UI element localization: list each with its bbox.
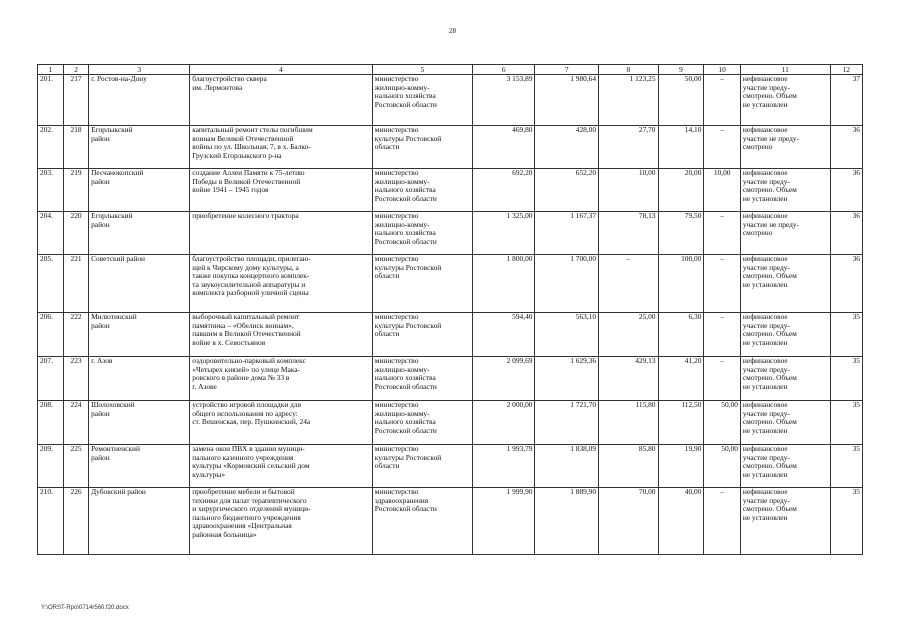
project-description: приобретение мебели и бытовой техники для палат терапевтического и хирургического отделений муници- пального бюджетного учреждения здравоохранения «Центральная районная больница» [190,488,373,555]
municipality: Ремонтненский район [89,445,190,488]
ministry: министерство жилищно-комму- нального хозяйства Ростовской области [372,169,472,212]
business-amount: – [704,75,741,126]
citizen-amount: 112,50 [658,401,704,445]
business-amount: 10,00 [704,169,741,212]
business-amount: – [704,357,741,401]
municipality: Егорлыкский район [89,126,190,169]
citizen-amount: 79,50 [658,212,704,255]
regional-amount: 1 167,37 [535,212,599,255]
local-amount: – [599,255,658,313]
col-header-12: 12 [830,65,862,75]
row-index: 203. [38,169,64,212]
municipality: Шолоховский район [89,401,190,445]
score: 36 [830,212,862,255]
local-amount: 25,00 [599,313,658,357]
table-row [38,255,863,313]
data-table [37,64,863,555]
ministry: министерство жилищно-комму- нального хозяйства Ростовской области [372,401,472,445]
row-code: 220 [64,212,89,255]
table-row [38,169,863,212]
total-amount: 2 000,00 [472,401,535,445]
business-amount: – [704,313,741,357]
score: 35 [830,357,862,401]
table-row [38,445,863,488]
ministry: министерство культуры Ростовской области [372,126,472,169]
row-code: 222 [64,313,89,357]
table-row [38,313,863,357]
municipality: г. Азов [89,357,190,401]
municipality: Дубовский район [89,488,190,555]
non-financial-participation: нефинансовое участие не преду- смотрено [740,126,830,169]
non-financial-participation: нефинансовое участие преду- смотрено. Объем не установлен [740,169,830,212]
col-header-9: 9 [658,65,704,75]
regional-amount: 1 838,09 [535,445,599,488]
non-financial-participation: нефинансовое участие преду- смотрено. Объем не установлен [740,488,830,555]
local-amount: 1 123,25 [599,75,658,126]
table-row [38,212,863,255]
local-amount: 85,80 [599,445,658,488]
header-row [38,65,863,75]
total-amount: 1 325,00 [472,212,535,255]
business-amount: – [704,255,741,313]
ministry: министерство жилищно-комму- нального хозяйства Ростовской области [372,212,472,255]
score: 35 [830,313,862,357]
citizen-amount: 40,00 [658,488,704,555]
local-amount: 10,00 [599,169,658,212]
score: 36 [830,255,862,313]
local-amount: 429,13 [599,357,658,401]
total-amount: 3 153,89 [472,75,535,126]
non-financial-participation: нефинансовое участие преду- смотрено. Объем не установлен [740,445,830,488]
col-header-10: 10 [704,65,741,75]
row-code: 223 [64,357,89,401]
col-header-4: 4 [190,65,373,75]
non-financial-participation: нефинансовое участие преду- смотрено. Объем не установлен [740,357,830,401]
project-description: благоустройство площади, прилегаю- щей к Чирскому дому культуры, а также покупка концертного комплек- та звукоусилительной аппаратуры и комплекта разборной уличной сцены [190,255,373,313]
col-header-3: 3 [89,65,190,75]
table-row [38,75,863,126]
row-index: 209. [38,445,64,488]
row-code: 218 [64,126,89,169]
citizen-amount: 6,30 [658,313,704,357]
citizen-amount: 50,00 [658,75,704,126]
non-financial-participation: нефинансовое участие преду- смотрено. Объем не установлен [740,313,830,357]
total-amount: 692,20 [472,169,535,212]
col-header-8: 8 [599,65,658,75]
citizen-amount: 20,00 [658,169,704,212]
regional-amount: 1 889,90 [535,488,599,555]
regional-amount: 1 721,70 [535,401,599,445]
project-description: устройство игровой площадки для общего использования по адресу: ст. Вешенская, пер. Пушкинский, 24а [190,401,373,445]
score: 35 [830,445,862,488]
table-row [38,126,863,169]
business-amount: 50,00 [704,445,741,488]
citizen-amount: 100,00 [658,255,704,313]
row-index: 207. [38,357,64,401]
regional-amount: 1 629,36 [535,357,599,401]
project-description: оздоровительно-парковый комплекс «Четырех князей» по улице Мака- ровского в районе дома № 33 в г. Азове [190,357,373,401]
col-header-6: 6 [472,65,535,75]
total-amount: 594,40 [472,313,535,357]
municipality: Милютинский район [89,313,190,357]
total-amount: 1 800,00 [472,255,535,313]
score: 36 [830,169,862,212]
table-row [38,357,863,401]
regional-amount: 652,20 [535,169,599,212]
row-code: 219 [64,169,89,212]
non-financial-participation: нефинансовое участие преду- смотрено. Объем не установлен [740,255,830,313]
row-code: 225 [64,445,89,488]
col-header-1: 1 [38,65,64,75]
regional-amount: 428,00 [535,126,599,169]
non-financial-participation: нефинансовое участие не преду- смотрено [740,212,830,255]
regional-amount: 1 700,00 [535,255,599,313]
citizen-amount: 41,20 [658,357,704,401]
ministry: министерство жилищно-комму- нального хозяйства Ростовской области [372,357,472,401]
ministry: министерство культуры Ростовской области [372,313,472,357]
total-amount: 469,80 [472,126,535,169]
ministry: министерство жилищно-комму- нального хозяйства Ростовской области [372,75,472,126]
local-amount: 78,13 [599,212,658,255]
business-amount: 50,00 [704,401,741,445]
table-row [38,488,863,555]
row-code: 226 [64,488,89,555]
total-amount: 1 993,79 [472,445,535,488]
project-description: замена окон ПВХ в здании муници- пального казенного учреждения культуры «Кормовский сельский дом культуры» [190,445,373,488]
business-amount: – [704,488,741,555]
row-index: 202. [38,126,64,169]
municipality: Егорлыкский район [89,212,190,255]
project-description: капитальный ремонт стелы погибшим воинам Великой Отечественной войны по ул. Школьная, 7, в х. Балко- Грузский Егорлыкского р-на [190,126,373,169]
row-index: 204. [38,212,64,255]
col-header-2: 2 [64,65,89,75]
row-index: 210. [38,488,64,555]
col-header-5: 5 [372,65,472,75]
row-index: 208. [38,401,64,445]
total-amount: 2 099,69 [472,357,535,401]
score: 36 [830,126,862,169]
project-description: создание Аллеи Памяти к 75-летию Победы в Великой Отечественной войне 1941 – 1945 годов [190,169,373,212]
regional-amount: 1 980,64 [535,75,599,126]
project-description: благоустройство сквера им. Лермонтова [190,75,373,126]
non-financial-participation: нефинансовое участие преду- смотрено. Объем не установлен [740,75,830,126]
ministry: министерство здравоохранения Ростовской области [372,488,472,555]
local-amount: 115,80 [599,401,658,445]
municipality: Советский район [89,255,190,313]
row-index: 205. [38,255,64,313]
ministry: министерство культуры Ростовской области [372,445,472,488]
business-amount: – [704,126,741,169]
row-code: 217 [64,75,89,126]
table-row [38,401,863,445]
business-amount: – [704,212,741,255]
row-index: 201. [38,75,64,126]
score: 35 [830,401,862,445]
local-amount: 70,00 [599,488,658,555]
project-description: выборочный капитальный ремонт памятника – «Обелиск воинам», павшим в Великой Отечественной войне в х. Севостьянов [190,313,373,357]
ministry: министерство культуры Ростовской области [372,255,472,313]
regional-amount: 563,10 [535,313,599,357]
non-financial-participation: нефинансовое участие преду- смотрено. Объем не установлен [740,401,830,445]
citizen-amount: 14,10 [658,126,704,169]
row-code: 224 [64,401,89,445]
municipality: г. Ростов-на-Дону [89,75,190,126]
total-amount: 1 999,90 [472,488,535,555]
col-header-7: 7 [535,65,599,75]
project-description: приобретение колесного трактора [190,212,373,255]
page-number: 28 [449,27,456,35]
municipality: Песчанокопский район [89,169,190,212]
score: 37 [830,75,862,126]
row-index: 206. [38,313,64,357]
score: 35 [830,488,862,555]
citizen-amount: 19,90 [658,445,704,488]
local-amount: 27,70 [599,126,658,169]
col-header-11: 11 [740,65,830,75]
file-path-footer: Y:\ORST-Rpo\0714r560.f20.docx [41,605,129,611]
row-code: 221 [64,255,89,313]
